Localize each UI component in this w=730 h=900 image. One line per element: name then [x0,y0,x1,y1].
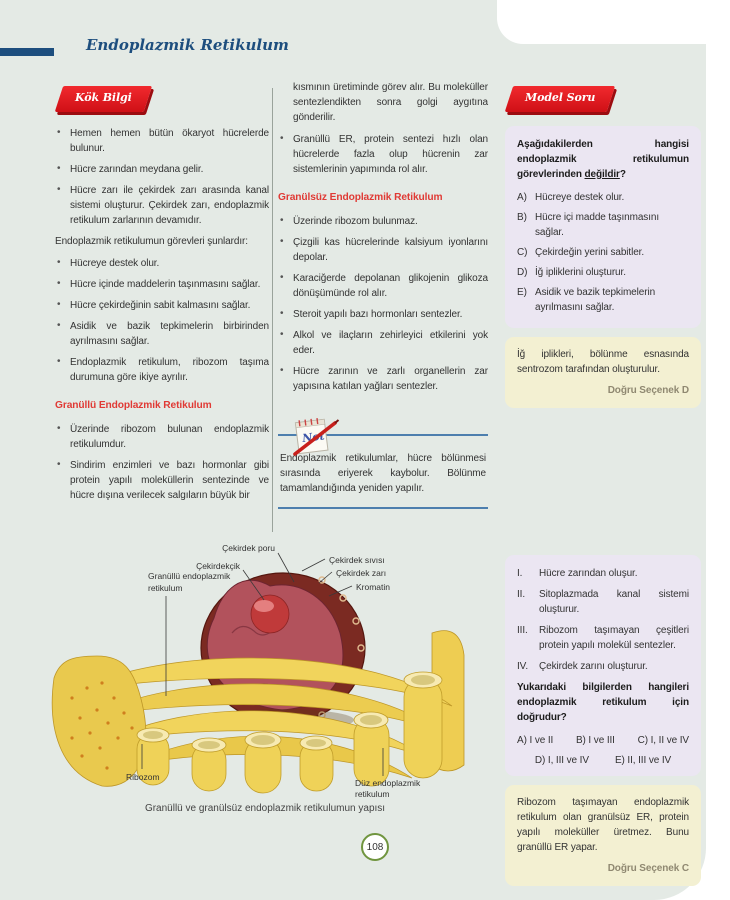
right-column [505,86,701,895]
bullet-list [55,126,269,228]
bullet-item: • Üzerinde ribozom bulunmaz. [278,214,488,229]
bullet-item: • Endoplazmik retikulum, ribozom taşıma durumuna göre ikiye ayrılır. [55,355,269,385]
label-granullu-er-line1: Granüllü endoplazmik [148,571,231,581]
note-label: Not [301,429,326,446]
note-text: Endoplazmik retikulumlar, hücre bölünmesi sırasında eriyerek kaybolur. Bölünme tamamlandığında yeniden yapılır. [280,453,486,495]
bullet-item: • Hücre zarı ile çekirdek zarı arasında kanal sistemi oluşturur. Çekirdek zarı, endoplazmik retikulum zarlarının devamıdır. [55,183,269,228]
diagram-caption: Granüllü ve granülsüz endoplazmik retikulumun yapısı [144,803,386,814]
options-row-1: A) I ve II B) I ve III C) I, II ve IV [517,734,689,746]
bullet-list [55,256,269,385]
option-a: A) Hücreye destek olur. [517,191,625,203]
column-divider [272,88,273,532]
bullet-item: • Üzerinde ribozom bulunan endoplazmik retikulumdur. [55,422,269,452]
right-column-gap [505,417,701,555]
label-duz-er-line2: retikulum [355,789,390,799]
answer-2-label: Doğru Seçenek C [607,862,689,874]
bullet-item: • Çizgili kas hücrelerinde kalsiyum iyonlarını depolar. [278,235,488,265]
label-granullu-er-line2: retikulum [148,583,183,593]
options-row-2: D) I, III ve IV E) II, III ve IV [534,754,672,766]
continuation-paragraph: kısmının üretiminde görev alır. Bu moleküller sentezlendikten sonra golgi aygıtına gönderilir. [293,82,488,123]
label-cekirdek-poru: Çekirdek poru [222,543,275,553]
bullet-item: • Hücreye destek olur. [55,256,269,271]
answer-1-label: Doğru Seçenek D [607,384,689,396]
label-cekirdekcik: Çekirdekçik [196,561,240,571]
label-cekirdek-zari: Çekirdek zarı [336,568,387,578]
stem-emphasis: değildir [584,168,620,180]
stem-prefix: Aşağıdakilerden hangisi endoplazmik retikulumun görevlerinden [517,138,689,180]
stem-suffix: ? [619,168,626,180]
bullet-item: • Sindirim enzimleri ve bazı hormonlar gibi protein yapılı moleküllerin sentezinde ve hücre dışına verilecek salgıların büyük bir [55,458,269,503]
model-soru-label: Model Soru [525,91,596,104]
question-1-stem [517,137,689,182]
answer-1-box [505,337,701,408]
kok-bilgi-banner [59,86,148,112]
granullu-er-heading: Granüllü Endoplazmik Retikulum [55,399,212,411]
rough-er-sheet [52,656,146,786]
bullet-item: • Granüllü ER, protein sentezi hızlı olan hücrelerde fazla olup hücrenin zar sistemlerinin yapımında rol alır. [278,132,488,177]
granulsuz-er-heading: Granülsüz Endoplazmik Retikulum [278,192,443,203]
question-2-options [517,733,689,768]
answer-1-text: İğ iplikleri, bölünme esnasında sentrozom tarafından oluşturulur. [517,348,689,375]
label-ribozom: Ribozom [126,772,160,782]
option-e: E) Asidik ve bazik tepkimelerin ayrılmasını sağlar. [517,286,656,313]
kok-bilgi-label: Kök Bilgi [75,91,132,104]
nucleolus [251,595,289,633]
question-2-stem: Yukarıdaki bilgilerden hangileri endoplazmik retikulum için doğrudur? [517,681,689,723]
option-b: B) Hücre içi madde taşınmasını sağlar. [517,211,660,238]
bullet-list [278,214,488,394]
answer-2-box [505,785,701,886]
bullet-item: • Hücre çekirdeğinin sabit kalmasını sağlar. [55,298,269,313]
label-duz-er-line1: Düz endoplazmik [355,778,421,788]
bullet-item: • Karaciğerde depolanan glikojenin glikoza dönüşümünde rol alır. [278,271,488,301]
bullet-item: • Hücre içinde maddelerin taşınmasını sağlar. [55,277,269,292]
answer-2-text: Ribozom taşımayan endoplazmik retikulum olan granülsüz ER, protein yapılı moleküller üretmez. Bunu granüllü ER yapar. [517,796,689,853]
question-2-box [505,555,701,776]
duties-intro: Endoplazmik retikulumun görevleri şunlardır: [55,235,248,247]
bullet-list [55,422,269,503]
label-kromatin: Kromatin [356,582,391,592]
page-number: 108 [366,841,384,853]
statement-1: I. Hücre zarından oluşur. [517,567,638,579]
left-column [55,86,269,509]
bullet-item: • Steroit yapılı bazı hormonları sentezler. [278,307,488,322]
page-title: Endoplazmik Retikulum [86,36,289,54]
bullet-item: • Alkol ve ilaçların zehirleyici etkilerini yok eder. [278,328,488,358]
page-number-badge [361,833,389,861]
middle-column [278,80,488,509]
statement-3: III. Ribozom taşımayan çeşitleri protein yapılı molekül sentezler. [517,624,689,651]
option-d: D) İğ ipliklerini oluşturur. [517,266,626,278]
model-soru-banner [509,86,611,112]
title-dash [0,48,54,56]
question-1-box [505,126,701,328]
label-cekirdek-sivisi: Çekirdek sıvısı [329,555,385,565]
bullet-item: • Hücre zarının ve zarlı organellerin zar yapısına katılan yağları sentezler. [278,364,488,394]
bullet-list [278,132,488,177]
note-icon [290,412,340,463]
statement-4: IV. Çekirdek zarını oluşturur. [517,660,648,672]
statement-2: II. Sitoplazmada kanal sistemi oluşturur. [517,588,689,615]
top-right-notch [497,0,730,44]
cell-diagram [42,538,472,800]
bullet-item: • Asidik ve bazik tepkimelerin birbirinden ayrılmasını sağlar. [55,319,269,349]
note-section [278,429,488,509]
bullet-item: • Hemen hemen bütün ökaryot hücrelerde bulunur. [55,126,269,156]
option-c: C) Çekirdeğin yerini sabitler. [517,246,645,258]
bullet-item: • Hücre zarından meydana gelir. [55,162,269,177]
